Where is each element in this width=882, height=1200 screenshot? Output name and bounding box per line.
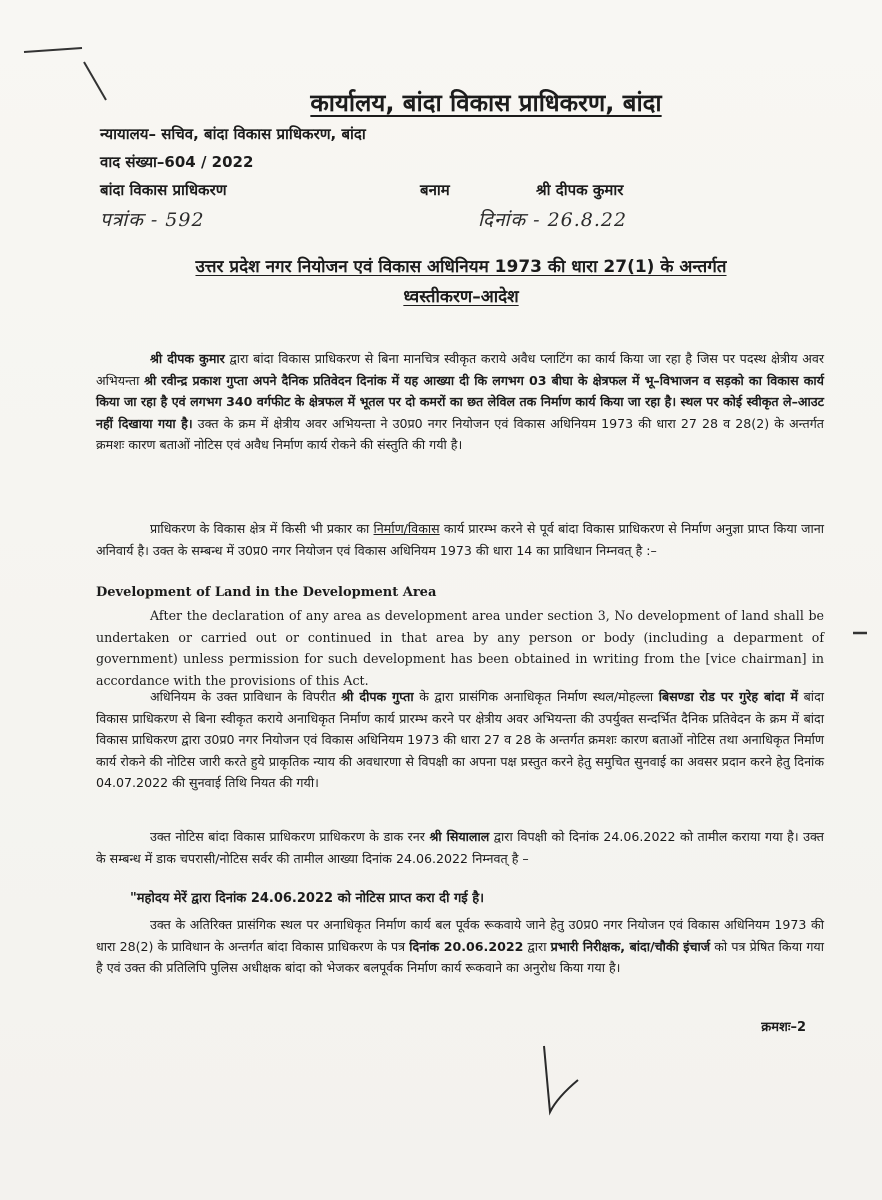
party-right: श्री दीपक कुमार [536,181,624,199]
police-officer: प्रभारी निरीक्षक, बांदा/चौकी इंचार्ज [550,938,711,954]
signature-scribble [526,1040,586,1120]
order-heading-line2: ध्वस्तीकरण–आदेश [403,287,519,307]
paragraph-3: अधिनियम के उक्त प्राविधान के विपरीत श्री दीपक गुप्ता के द्वारा प्रासंगिक अनाधिकृत निर्माण स्थल/मोहल्ला बिसण्डा रोड पर गुरेह बांदा में बांदा विकास प्राधिकरण से बिना स्वीकृत कराये अनाधिकृत निर्माण कार्य प्रारम्भ करने पर क्षेत्रीय अवर अभियन्ता की उपर्युक्त सन्दर्भित दैनिक प्रतिवेदन के क्रम में बांदा विकास प्राधिकरण द्वारा उ0प्र0 नगर नियोजन एवं विकास अधिनियम 1973 की धारा 27 व 28 के अन्तर्गत क्रमशः कारण बताओं नोटिस तथा अनाधिकृत निर्माण कार्य रोकने की नोटिस जारी करते हुये प्राकृतिक न्याय की अवधारणा से विपक्षी का अपना पक्ष प्रस्तुत करने हेतु समुचित सुनवाई का अवसर प्रदान करने हेतु दिनांक 04.07.2022 की सुनवाई तिथि नियत की गयी। [96,689,825,791]
engineer-name: श्री रवीन्द्र प्रकाश गुप्ता [144,372,248,388]
underlined-term: निर्माण/विकास [373,521,440,536]
paragraph-1: श्री दीपक कुमार द्वारा बांदा विकास प्राधिकरण से बिना मानचित्र स्वीकृत कराये अवैध प्लाटिंग का कार्य किया जा रहा है जिस पर पदस्थ क्षेत्रीय अवर अभियन्ता श्री रवीन्द्र प्रकाश गुप्ता अपने दैनिक प्रतिवेदन दिनांक में यह आख्या दी कि लगभग 03 बीघा के क्षेत्रफल में भू–विभाजन व सड़को का विकास कार्य किया जा रहा है एवं लगभग 340 वर्गफीट के क्षेत्रफल में भूतल पर दो कमरों का छत लेविल तक निर्माण कार्य किया जा रहा है। स्थल पर कोई स्वीकृत ले–आउट नहीं दिखाया गया है। उक्त के क्रम में क्षेत्रीय अवर अभियन्ता ने उ0प्र0 नगर नियोजन एवं विकास अधिनियम 1973 की धारा 27 28 व 28(2) के अन्तर्गत क्रमशः कारण बताओं नोटिस एवं अवैध निर्माण कार्य रोकने की संस्तुति की गयी है। [96,351,824,453]
office-title: कार्यालय, बांदा विकास प्राधिकरण, बांदा [310,89,662,117]
letter-date: दिनांक 20.06.2022 [409,938,524,954]
runner-name: श्री सियालाल [429,829,490,844]
case-number: वाद संख्या–604 / 2022 [100,153,254,171]
service-date-1: 24.06.2022 [603,829,676,844]
respondent-name-2: श्री दीपक गुप्ता [341,689,414,704]
edge-pen-mark [852,630,868,636]
court-line: न्यायालय– सचिव, बांदा विकास प्राधिकरण, बांदा [100,125,366,143]
continued-marker: क्रमशः–2 [761,1020,806,1035]
english-section-heading: Development of Land in the Development Area [96,585,437,600]
english-provision-paragraph: After the declaration of any area as development area under section 3, No development of land shall be undertaken or carried out or continued in that area by any person or body (including a deparment of government) unless permission for such development has been obtained in writing from the [vice chairman] in accordance with the provisions of this Act. [96,608,824,688]
respondent-name: श्री दीपक कुमार [150,351,225,366]
hearing-date: 04.07.2022 [96,775,169,791]
service-report-quote: "महोदय मेरें द्वारा दिनांक 24.06.2022 को नोटिस प्राप्त करा दी गई है। [130,891,485,906]
paragraph-2: प्राधिकरण के विकास क्षेत्र में किसी भी प्रकार का निर्माण/विकास कार्य प्रारम्भ करने से पूर्व बांदा विकास प्राधिकरण से निर्माण अनुज्ञा प्राप्त किया जाना अनिवार्य है। उक्त के सम्बन्ध में उ0प्र0 नगर नियोजन एवं विकास अधिनियम 1973 की धारा 14 का प्राविधान निम्नवत् है :– [96,521,825,558]
paragraph-4: उक्त नोटिस बांदा विकास प्राधिकरण प्राधिकरण के डाक रनर श्री सियालाल द्वारा विपक्षी को दिनांक 24.06.2022 को तामील कराया गया है। उक्त के सम्बन्ध में डाक चपरासी/नोटिस सर्वर की तामील आख्या दिनांक 24.06.2022 निम्नवत् है – [96,829,824,866]
handwritten-letter-number: पत्रांक - 592 [100,209,205,231]
site-location: बिसण्डा रोड पर गुरेह बांदा में [658,689,798,704]
service-date-2: 24.06.2022 [395,850,469,866]
party-left: बांदा विकास प्राधिकरण [100,181,227,199]
versus-label: बनाम [420,181,450,199]
handwritten-date: दिनांक - 26.8.22 [478,209,628,231]
order-heading-line1: उत्तर प्रदेश नगर नियोजन एवं विकास अधिनियम 1973 की धारा 27(1) के अन्तर्गत [195,257,727,277]
paragraph-5: उक्त के अतिरिक्त प्रासंगिक स्थल पर अनाधिकृत निर्माण कार्य बल पूर्वक रूकवाये जाने हेतु उ0प्र0 नगर नियोजन एवं विकास अधिनियम 1973 की धारा 28(2) के प्राविधान के अन्तर्गत बांदा विकास प्राधिकरण के पत्र दिनांक 20.06.2022 द्वारा प्रभारी निरीक्षक, बांदा/चौकी इंचार्ज को पत्र प्रेषित किया गया है एवं उक्त की प्रतिलिपि पुलिस अधीक्षक बांदा को भेजकर बलपूर्वक निर्माण कार्य रूकवाने का अनुरोध किया गया है। [96,917,824,976]
